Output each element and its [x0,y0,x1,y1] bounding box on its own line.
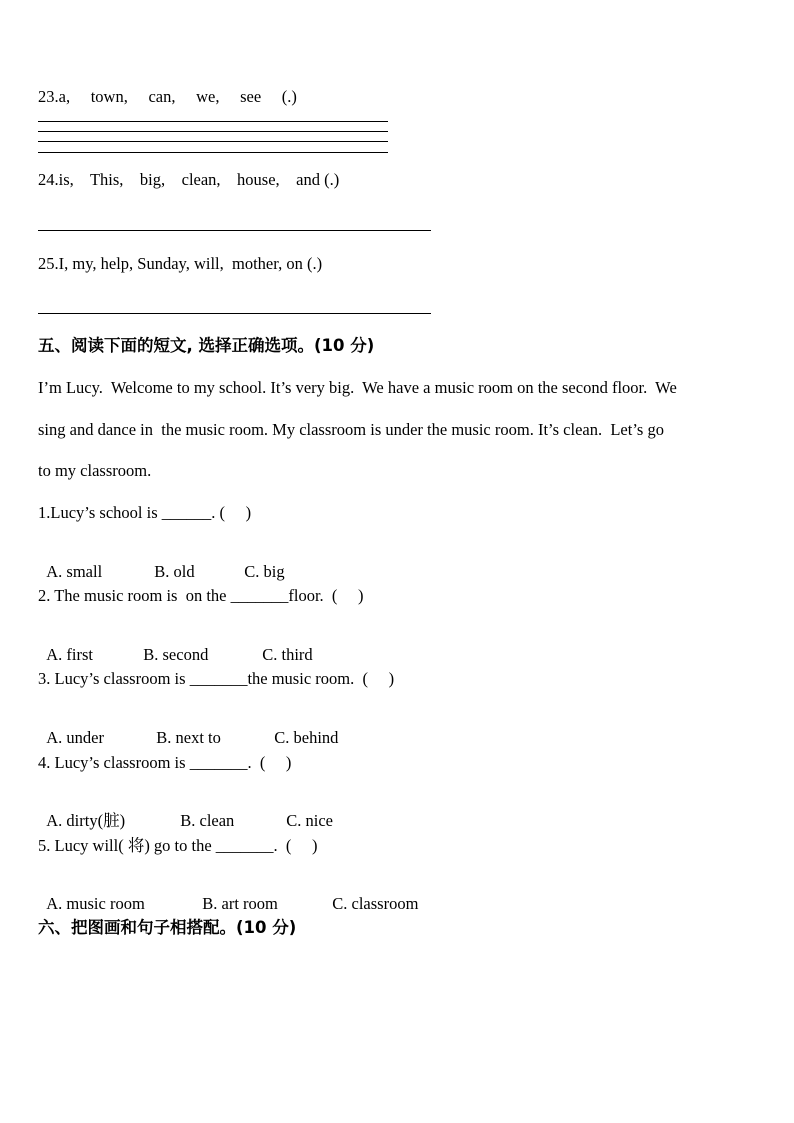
answer-line-2 [38,131,388,132]
option-a: A. music room [46,893,145,913]
option-a: A. dirty(脏) [46,810,126,830]
q25-answer-line [38,313,431,314]
option-c: C. classroom [332,893,419,913]
question-4-options [38,796,333,829]
question-2-stem: 2. The music room is on the _______floor. ( ) [38,586,364,605]
question-3-options [38,713,338,746]
option-c: C. third [262,644,313,664]
option-a: A. under [46,727,104,747]
q23-prompt: 23.a, town, can, we, see (.) [38,87,297,106]
q24-answer-line [38,230,431,231]
question-2-options [38,630,313,663]
answer-line-3 [38,141,388,142]
section5-heading: 五、阅读下面的短文, 选择正确选项。(10 分) [38,336,375,355]
question-4-stem: 4. Lucy’s classroom is _______. ( ) [38,753,292,772]
passage-line: sing and dance in the music room. My classroom is under the music room. It’s clean. Let’s go [38,420,664,439]
option-b: B. clean [180,810,235,830]
passage-line: I’m Lucy. Welcome to my school. It’s very big. We have a music room on the second floor. We [38,378,677,397]
question-1-options [38,547,285,580]
option-b: B. second [143,644,209,664]
option-b: B. old [154,561,195,581]
option-a: A. small [46,561,103,581]
question-5-stem: 5. Lucy will( 将) go to the _______. ( ) [38,836,318,855]
question-1-stem: 1.Lucy’s school is ______. ( ) [38,503,252,522]
option-a: A. first [46,644,93,664]
question-3-stem: 3. Lucy’s classroom is _______the music room. ( ) [38,669,395,688]
q24-prompt: 24.is, This, big, clean, house, and (.) [38,170,340,189]
question-5-options [38,879,418,912]
q25-prompt: 25.I, my, help, Sunday, will, mother, on (.) [38,254,323,273]
section6-heading: 六、把图画和句子相搭配。(10 分) [38,918,297,937]
option-c: C. big [244,561,285,581]
option-b: B. art room [202,893,278,913]
answer-line-4 [38,152,388,153]
option-c: C. nice [286,810,333,830]
option-b: B. next to [156,727,221,747]
option-c: C. behind [274,727,339,747]
passage-line: to my classroom. [38,461,152,480]
answer-line-1 [38,121,388,122]
